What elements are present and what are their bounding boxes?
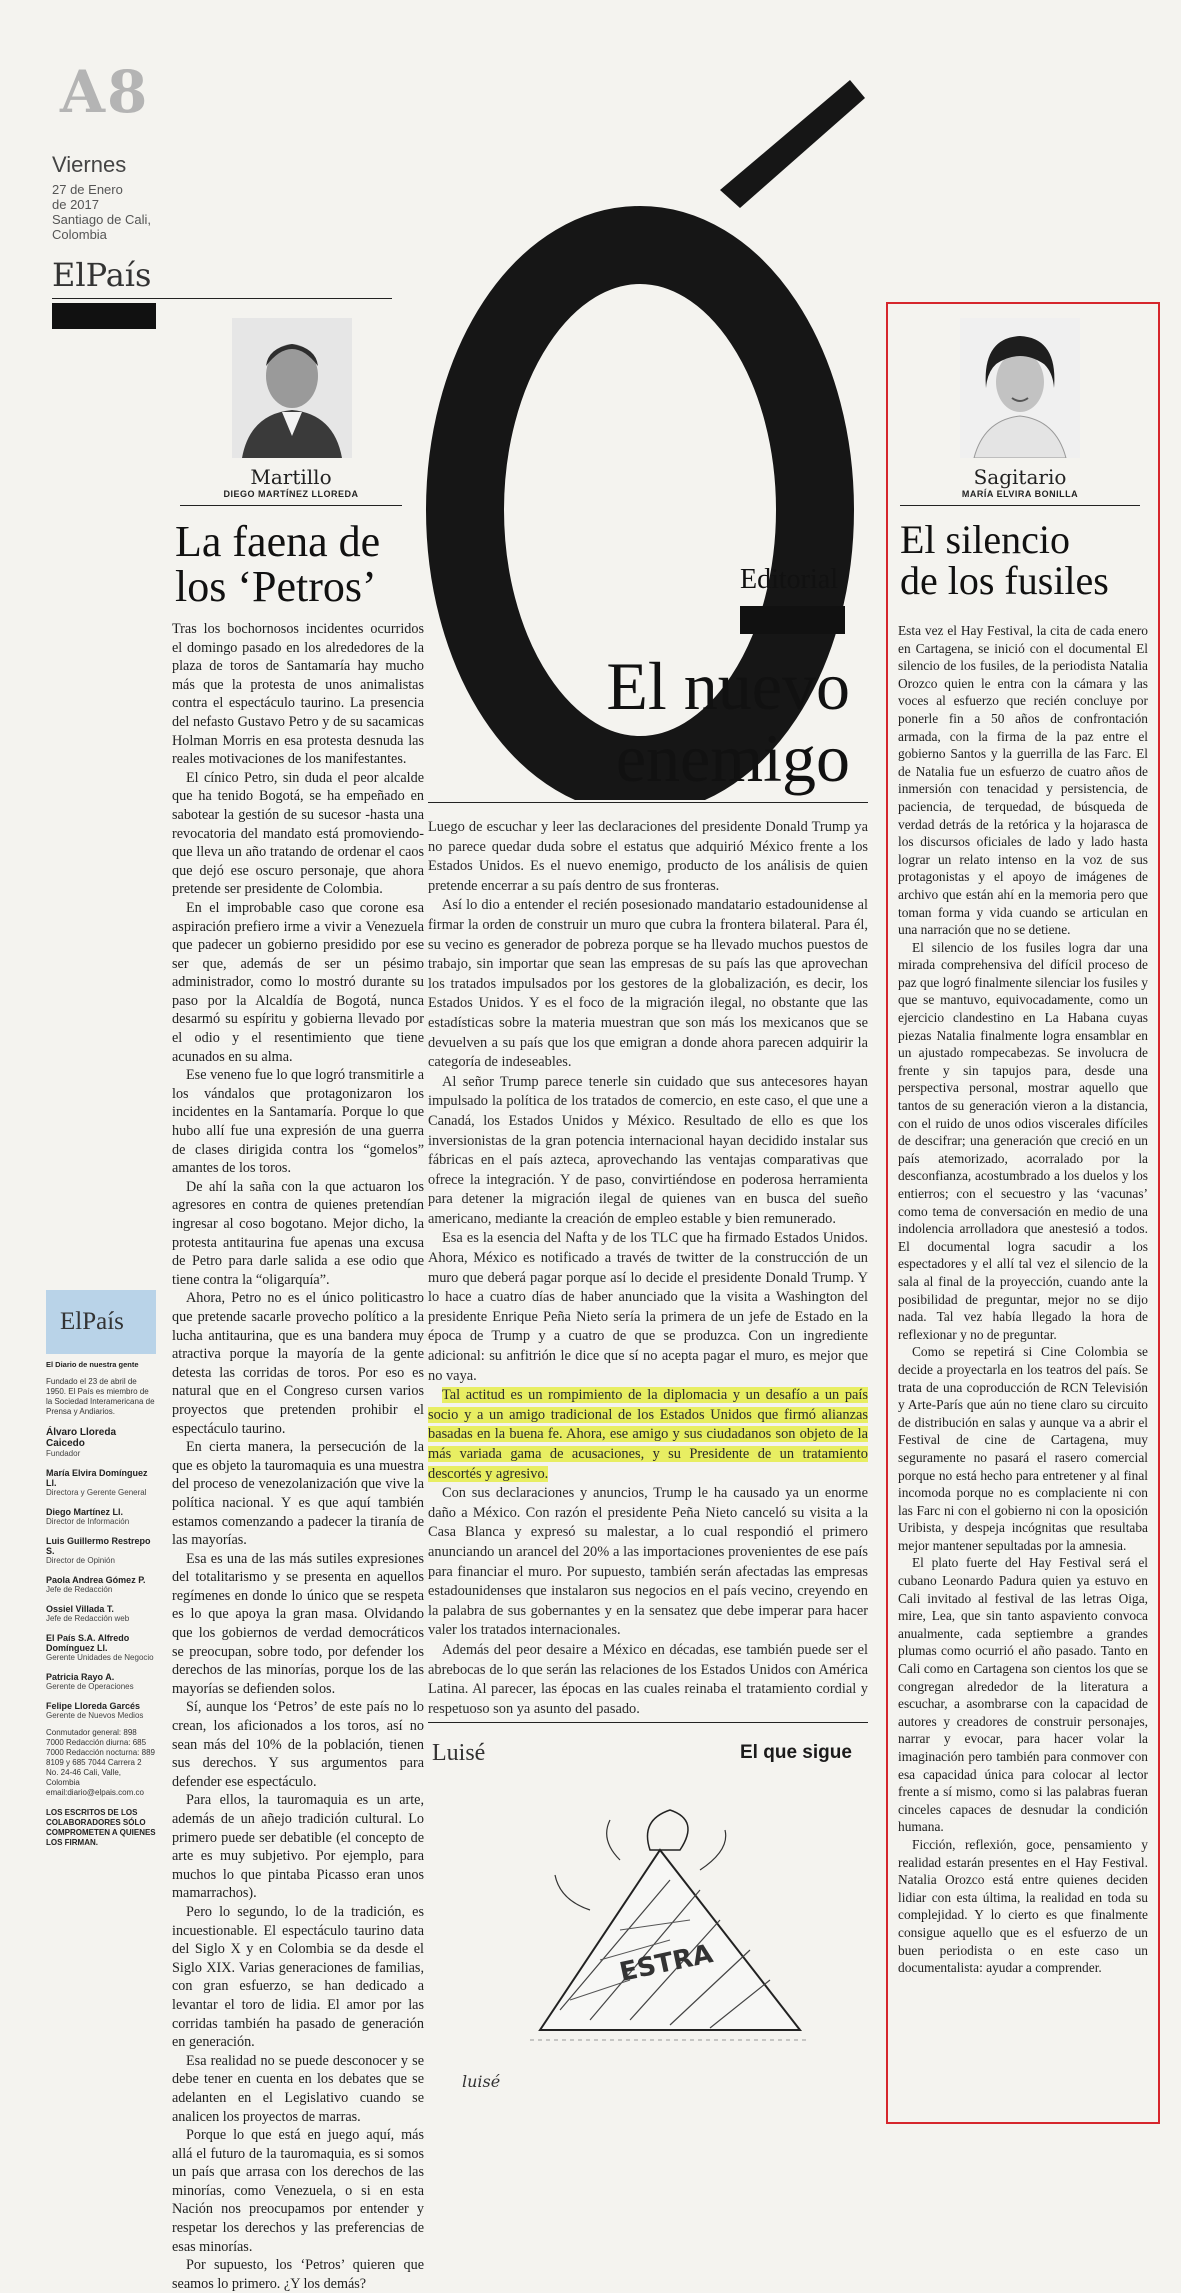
publication-day: Viernes — [52, 152, 127, 177]
staff-name: María Elvira Domínguez Ll. — [46, 1468, 148, 1488]
date-line: 27 de Enero — [52, 182, 123, 197]
author-name: DIEGO MARTÍNEZ LLOREDA — [223, 489, 359, 499]
paragraph: El cínico Petro, sin duda el peor alcalde que ha tenido Bogotá, se ha empeñado en sabotear la gestión de su sucesor -hasta una revocatoria del mandato está promoviendo- que lleva un año tratando de ordenar el caos que dejó ese oscuro personaje, que ahora pretende ser presidente de Colombia. — [172, 769, 424, 898]
paragraph: Ficción, reflexión, goce, pensamiento y realidad estarán presentes en el Hay Festival. Natalia Orozco está entre quienes deciden lidiar con esta última, la realidad en toda su complejidad. Y lo cierto es que finalmente consigue aquello que es el esfuerzo de un buen periodista o en este caso un documentalista: ayudar a comprender. — [898, 1836, 1148, 1976]
accent-mark — [720, 80, 865, 208]
editorial-headline — [560, 650, 850, 794]
staff-role: Director de Opinión — [46, 1556, 115, 1565]
paragraph: Con sus declaraciones y anuncios, Trump le ha causado ya un enorme daño a México. Con razón el presidente Peña Nieto canceló su visita a la Casa Blanca y expresó su malestar, a lo cual respondió el primero anunciando un arancel del 20% a las importaciones provenientes de ese país para financiar el muro. Por supuesto, también serán afectadas las empresas estadounidenses que instalaron sus negocios en el país vecino, creyendo en la palabra de sus gobernantes y en la sensatez que debe imperar para hacer valer los tratados internacionales. — [428, 1485, 868, 1639]
editorial-label: Editorial — [740, 564, 838, 595]
staff-role: Gerente Unidades de Negocio — [46, 1653, 154, 1662]
paragraph: Así lo dio a entender el recién posesionado mandatario estadounidense al firmar la orden de construir un muro que cubra la frontera bilateral. Para él, su vecino es generador de pobreza porque se ha llevado muchos puestos de trabajo, sin importar que sean las empresas de su país las que aprovechan los tratados impulsados por los gestores de la globalización, es decir, los Estados Unidos. Y es el foco de la migración ilegal, no obstante que las estadísticas sobre la materia muestran que son más los mexicanos que se devuelven a su país que los que emigran a donde ahora parecen adquirir la categoría de indeseables. — [428, 897, 868, 1071]
highlighted-passage: Tal actitud es un rompimiento de la diplomacia y un desafío a un país socio y a un amigo tradicional de los Estados Unidos que firmó alianzas basadas en la buena fe. Ahora, ese amigo y sus ciudadanos son objeto de la más variada gama de acusaciones, y su Presidente de un tratamiento descortés y agresivo. — [428, 1387, 868, 1482]
paragraph: Esa realidad no se puede desconocer y se debe tener en cuenta en los debates que se adelanten en el Legislativo cuando se analicen los proyectos de marras. — [172, 2052, 424, 2125]
masthead-contact: Conmutador general: 898 7000 Redacción diurna: 685 7000 Redacción nocturna: 889 8109 y 685 7044 Carrera 2 No. 24-46 Cali, Valle, Colombia email:diario@elpais.com.co — [46, 1728, 155, 1797]
header-rule — [52, 298, 392, 299]
paragraph: Ahora, Petro no es el único politicastro que pretende sacarle provecho político a la lucha antitaurina, que es una bandera muy atractiva porque la mayoría de la gente detesta las corridas de toros. Por eso es natural que en el Congreso cursen varios proyectos que pretenden prohibir el espectáculo taurino. — [172, 1290, 424, 1437]
column-name: Martillo — [250, 465, 332, 489]
paragraph: El plato fuerte del Hay Festival será el cubano Leonardo Padura quien ya estuvo en Cali invitado al festival de las letras Oiga, mire, Lea, que sin tanto aspaviento convoca anualmente, cada septiembre a grandes plumas como ocurrió el año pasado. Tanto en Cali como en Cartagena son cientos los que se congregan alrededor de la literatura a escuchar, a asombrarse con la capacidad de autores y creadores de construir personajes, narrar y evocar, para hacer volar la imaginación pero también para conmover con esa capacidad única para colocar al lector frente a sí mismo, como si las palabras fueran cinceles capaces de desnudar la condición humana. — [898, 1555, 1148, 1835]
staff-name: Felipe Lloreda Garcés — [46, 1701, 141, 1711]
paragraph: El silencio de los fusiles logra dar una mirada comprehensiva del difícil proceso de paz que logró finalmente silenciar los fusiles y que se mantuvo, equivocadamente, como un ejercicio clandestino en La Habana cuyas piezas Natalia finalmente logra ensamblar en un ajustado rompecabezas. Se involucra de frente y sin tapujos para, desde una perspectiva personal, mostrar aquello que tantos de su generación vieron a la distancia, con el ruido de unos odios viscerales difíciles de descifrar; una generación que creció en un país atemorizado, acorralado por la desconfianza, acostumbrado a los duelos y los entierros; con el secuestro y las ‘vacunas’ como tema de conversación en medio de una indolencia arrolladora que anestesió a todos. El documental logra sacudir a los espectadores y el allí tal vez el silencio de la sala al final de la proyección, cuando ante la posibilidad de preguntar, mejor no se dijo nada. Tal vez había llegado la hora de reflexionar y no de preguntar. — [898, 939, 1148, 1342]
paragraph: Sí, aunque los ‘Petros’ de este país no lo crean, los aficionados a los toros, así no sean más del 10% de la población, tienen sus derechos. Y sus argumentos para defender ese espectáculo. — [172, 1699, 424, 1790]
staff-name: Diego Martínez Ll. — [46, 1507, 124, 1517]
staff-name: Álvaro Lloreda Caicedo — [46, 1427, 117, 1449]
cartoon-illustration — [500, 1780, 830, 2100]
column-rule — [180, 505, 402, 506]
masthead-founded: Fundado el 23 de abril de 1950. El País es miembro de la Sociedad Interamericana de Prensa y Andiarios. — [46, 1377, 155, 1416]
staff-name: Luis Guillermo Restrepo S. — [46, 1536, 151, 1556]
paragraph: Esta vez el Hay Festival, la cita de cada enero en Cartagena, se inició con el documental El silencio de los fusiles, de la periodista Natalia Orozco quien le entra con la cámara y las voces al esfuerzo que recién concluye por ponerle fin a 50 años de confrontación armada, con la firma de la paz entre el gobierno Santos y la guerrilla de las Farc. El de Natalia fue un esfuerzo de cuatro años de inmersión con tenacidad y persistencia, de paciencia, de terquedad, de búsqueda de verdad detrás de la retórica y la hojarasca de los discursos oficiales de lado y lado hasta lograr un relato intenso en la voz de sus protagonistas y el apoyo de imágenes de archivo que están ahí en la memoria pero que toman forma y vida cuando se articulan en una narración que no se detiene. — [898, 623, 1148, 938]
staff-role: Gerente de Nuevos Medios — [46, 1711, 144, 1720]
staff-role: Fundador — [46, 1449, 81, 1458]
masthead-logo: ElPaís — [60, 1308, 124, 1335]
paragraph: De ahí la saña con la que actuaron los agresores en contra de quienes pretendían ingresar al coso bogotano. Mejor dicho, la protesta antitaurina fue apenas una excusa de Petro para darle salida a ese odio que tiene contra la “oligarquía”. — [172, 1178, 424, 1288]
brand-bar — [52, 303, 156, 329]
date-line: Colombia — [52, 227, 107, 242]
masthead-tagline: El Diario de nuestra gente — [46, 1360, 139, 1369]
cartoon-drawn-letters: ESTRA — [616, 1939, 716, 1988]
masthead-disclaimer: LOS ESCRITOS DE LOS COLABORADORES SÓLO COMPROMETEN A QUIENES LOS FIRMAN. — [46, 1808, 156, 1847]
page-number: A8 — [60, 58, 150, 126]
editorial-headline-line: enemigo — [615, 720, 850, 796]
cartoon-signature: luisé — [462, 2072, 501, 2091]
paragraph: En cierta manera, la persecución de la que es objeto la tauromaquia es una muestra del proceso de venezolanización que vive la política nacional. Y es que aquí también estamos comenzando a padecer la tiranía de las mayorías. — [172, 1439, 424, 1549]
editorial-rule — [428, 802, 868, 803]
date-line: de 2017 — [52, 197, 99, 212]
paragraph: Como se repetirá si Cine Colombia se decide a proyectarla en los teatros del país. Se trata de una coproducción de RCN Televisión y Arte-París que aún no tiene claro su circuito de distribución en salas y aunque va a abrir el Festival de cine de Cartagena, muy seguramente no pasará el rasero comercial porque no está hecho para entretener y al final incomoda porque no es complaciente ni con las Farc ni con el gobierno ni con la oposición Uribista, y despeja incógnitas que resultaba mejor mantener sepultadas por la amnesia. — [898, 1344, 1148, 1553]
headline: La faena de los ‘Petros’ — [175, 517, 381, 611]
paragraph: Luego de escuchar y leer las declaraciones del presidente Donald Trump ya no parece quedar duda sobre el estatus que adquirió México frente a los Estados Unidos. Es el nuevo enemigo, producto de los análisis de quien pretende encerrar a su país dentro de sus fronteras. — [428, 819, 868, 894]
paragraph: Tras los bochornosos incidentes ocurridos el domingo pasado en los alrededores de la plaza de toros de Santamaría hay mucho más que la protesta de unos animalistas contra el espectáculo taurino. La presencia del nefasto Gustavo Petro y de su sacamicas Holman Morris en esa protesta desnuda las reales motivaciones de los manifestantes. — [172, 621, 424, 768]
staff-role: Gerente de Operaciones — [46, 1682, 134, 1691]
staff-name: El País S.A. Alfredo Domínguez Ll. — [46, 1633, 130, 1653]
cartoon-title: El que sigue — [740, 1742, 852, 1763]
paragraph: Ese veneno fue lo que logró transmitirle a los vándalos que protagonizaron los incidentes en la Santamaría. Porque lo que hubo allí fue una expresión de una guerra de clases dirigida contra los “gomelos” amantes de los toros. — [172, 1067, 424, 1177]
staff-name: Ossiel Villada T. — [46, 1604, 114, 1614]
masthead-logo-box — [46, 1290, 156, 1354]
staff-name: Paola Andrea Gómez P. — [46, 1575, 146, 1585]
paragraph: Esa es la esencia del Nafta y de los TLC que ha firmado Estados Unidos. Ahora, México es notificado a través de twitter de la construcción de un muro que deberá pagar porque así lo decide el presidente Donald Trump. Y lo hace a cuatro días de haber anunciado que la visita a Washington del presidente Enrique Peña Nieto sería la primera de un jefe de Estado en la época de Trump y a cuatro de que se produzca. Con un ingrediente adicional: su anfitrión le dice que sí no acepta pagar el muro, es mejor que no vaya. — [428, 1230, 868, 1384]
paragraph: En el improbable caso que corone esa aspiración prefiero irme a vivir a Venezuela que padecer un gobierno presidido por ese ser que, además de ser un pésimo administrador, como lo mostró durante su paso por la Alcaldía de Bogotá, nunca desarmó su espíritu y gobierna llevado por el odio y el resentimiento que tiene acunados en su alma. — [172, 899, 424, 1065]
staff-role: Director de Información — [46, 1517, 130, 1526]
paragraph: Además del peor desaire a México en décadas, ese también puede ser el abrebocas de lo que serán las relaciones de los Estados Unidos con América Latina. Al parecer, las épocas en las cuales reinaba el tratamiento cordial y respetuoso son ya asunto del pasado. — [428, 1641, 868, 1717]
highlight-frame — [886, 302, 1160, 2124]
paragraph: Esa es una de las más sutiles expresiones del totalitarismo y se presenta en aquellos regímenes en donde lo único que se respeta es lo que apoya la gran masa. Olvidando que los gobiernos de verdad democráticos se preocupan, sobre todo, por defender los derechos de las minorías, porque los de las mayorías se defienden solos. — [172, 1550, 424, 1697]
editorial-bar — [740, 606, 845, 634]
staff-role: Jefe de Redacción — [46, 1585, 113, 1594]
paragraph: Al señor Trump parece tenerle sin cuidado que sus antecesores hayan impulsado la política de los tratados de comercio, en este caso, el que une a Canadá, los Estados Unidos y México. Resultado de ello es que los inversionistas de la gran potencia internacional hayan decidido instalar sus fábricas en el país azteca, aprovechando las ventajas comparativas que ofrece la integración. Y de paso, convirtiéndose en poderosa herramienta para detener la migración ilegal de quienes van en busca del sueño americano, mediante la creación de empleo estable y bien remunerado. — [428, 1073, 868, 1227]
column-name: Sagitario — [973, 465, 1067, 489]
author-photo-martinez — [232, 318, 352, 458]
paragraph: Para ellos, la tauromaquia es un arte, además de un añejo tradición cultural. Lo primero puede ser debatible (el concepto de arte es muy subjetivo. Por ejemplo, para muchos lo que pintaba Picasso eran unos mamarrachos). — [172, 1792, 424, 1902]
staff-role: Jefe de Redacción web — [46, 1614, 130, 1623]
paragraph: Porque lo que está en juego aquí, más allá el futuro de la tauromaquia, es si somos un país que arrasa con los derechos de las minorías, como Venezuela, o si en esta Nación nos preocupamos por entender y respetar los derechos y las preferencias de esas minorías. — [172, 2127, 424, 2255]
cartoon-rule — [428, 1722, 868, 1723]
headline-line: de los fusiles — [900, 557, 1109, 603]
cartoon-artist: Luisé — [432, 1740, 486, 1766]
editorial-headline-line: El nuevo — [606, 648, 850, 724]
paragraph: Por supuesto, los ‘Petros’ quieren que seamos lo primero. ¿Y los demás? — [172, 2257, 424, 2292]
author-name: MARÍA ELVIRA BONILLA — [961, 489, 1079, 499]
editorial-body — [428, 818, 868, 1719]
article-body-left — [172, 620, 424, 2293]
date-line: Santiago de Cali, — [52, 212, 152, 227]
paragraph: Pero lo segundo, lo de la tradición, es incuestionable. El espectáculo taurino data del Siglo X y en Colombia se da desde el Siglo XIX. Varias generaciones de familias, con gran esfuerzo, se han dedicado a levantar el toro de lidia. El amor por las corridas también ha pasado de generación en generación. — [172, 1903, 424, 2051]
staff-name: Patricia Rayo A. — [46, 1672, 115, 1682]
staff-role: Directora y Gerente General — [46, 1488, 147, 1497]
headline-line: El silencio — [900, 517, 1070, 562]
masthead — [46, 1290, 156, 1848]
brand-logo: ElPaís — [52, 256, 152, 294]
